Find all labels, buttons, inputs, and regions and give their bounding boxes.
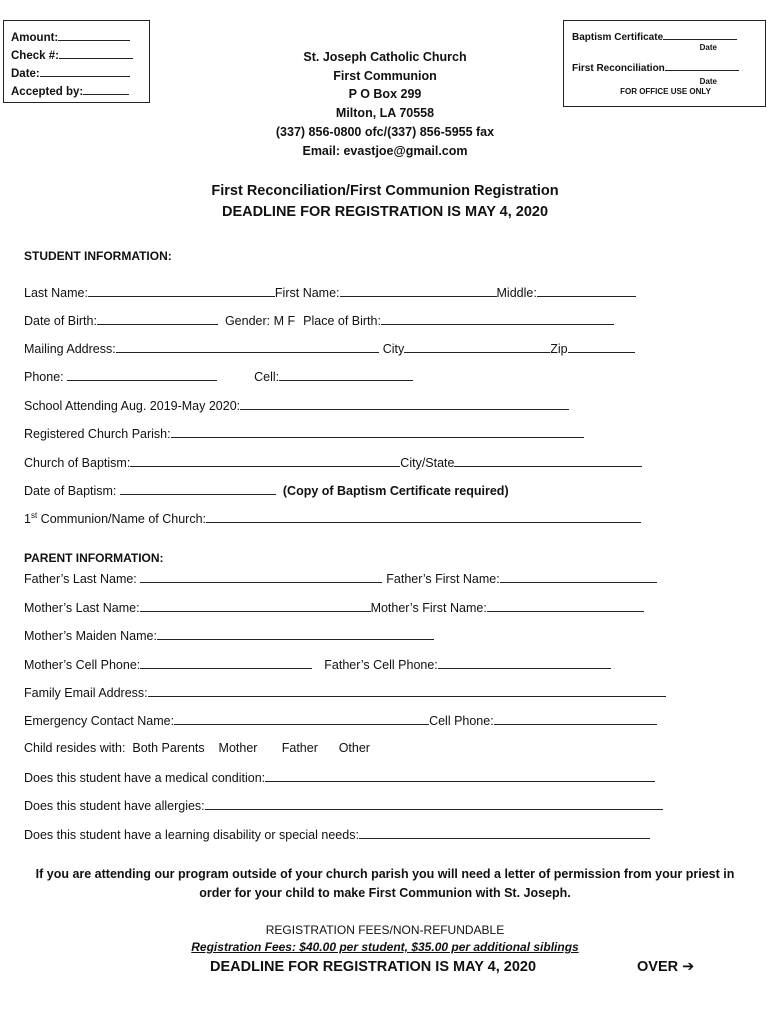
amount-label: Amount: (11, 32, 59, 44)
first-communion-church-field[interactable] (206, 510, 641, 523)
first-communion-row (24, 510, 641, 526)
phone-field[interactable] (67, 368, 217, 381)
date-of-baptism-label: Date of Baptism: (24, 484, 120, 498)
cell-field[interactable] (279, 368, 413, 381)
office-use-only-label: FOR OFFICE USE ONLY (620, 87, 711, 96)
allergies-field[interactable] (205, 797, 663, 810)
place-of-birth-field[interactable] (381, 312, 614, 325)
emergency-cell-label: Cell Phone: (429, 714, 494, 728)
mailing-address-label: Mailing Address: (24, 342, 116, 356)
last-name-label: Last Name: (24, 286, 88, 300)
first-name-label: First Name: (274, 286, 340, 300)
emergency-row (24, 712, 657, 728)
birth-row (24, 312, 614, 328)
family-email-field[interactable] (148, 684, 666, 697)
gender-options[interactable]: Gender: M F (224, 314, 296, 328)
phone-label: Phone: (24, 370, 68, 384)
family-email-label: Family Email Address: (24, 686, 148, 700)
accepted-by-label: Accepted by: (11, 86, 84, 98)
learning-disability-field[interactable] (359, 826, 650, 839)
parent-info-heading: PARENT INFORMATION: (24, 551, 164, 565)
mother-last-name-label: Mother’s Last Name: (24, 601, 140, 615)
program-name: First Communion (333, 68, 437, 83)
emergency-contact-field[interactable] (174, 712, 429, 725)
mailing-address-field[interactable] (116, 340, 379, 353)
parish-label: Registered Church Parish: (24, 427, 171, 441)
baptism-church-row (24, 454, 642, 470)
check-label: Check #: (11, 50, 59, 62)
school-label: School Attending Aug. 2019-May 2020: (24, 399, 241, 413)
father-cell-label: Father’s Cell Phone: (324, 658, 438, 672)
first-communion-label: Communion/Name of Church: (37, 512, 207, 526)
dob-label: Date of Birth: (24, 314, 97, 328)
mother-cell-label: Mother’s Cell Phone: (24, 658, 141, 672)
church-header (0, 48, 770, 160)
father-name-row (24, 570, 657, 586)
form-title-line1: First Reconciliation/First Communion Registration (211, 183, 559, 199)
father-cell-field[interactable] (438, 656, 611, 669)
first-name-field[interactable] (340, 284, 497, 297)
parish-field[interactable] (171, 425, 584, 438)
po-box: P O Box 299 (348, 87, 422, 102)
city-label: City (382, 342, 405, 356)
mother-first-name-label: Mother’s First Name: (370, 601, 487, 615)
deadline-footer: DEADLINE FOR REGISTRATION IS MAY 4, 2020 (210, 959, 537, 975)
first-communion-prefix: 1 (24, 512, 31, 526)
permission-notice: If you are attending our program outside of your church parish you will need a letter of permission from your priest in order for your child to make First Communion with St. Joseph. (35, 867, 735, 900)
medical-condition-label: Does this student have a medical condition: (24, 771, 266, 785)
city-state-label: City/State (400, 456, 455, 470)
school-row (24, 397, 569, 413)
copy-required-note: (Copy of Baptism Certificate required) (282, 484, 509, 498)
family-email-row (24, 684, 666, 700)
amount-field[interactable] (58, 28, 130, 41)
over-indicator (637, 959, 694, 975)
date-of-baptism-field[interactable] (120, 482, 276, 495)
form-title (0, 181, 770, 223)
mother-first-name-field[interactable] (487, 599, 644, 612)
emergency-contact-label: Emergency Contact Name: (24, 714, 175, 728)
emergency-cell-field[interactable] (494, 712, 657, 725)
medical-row (24, 769, 655, 785)
mother-last-name-field[interactable] (140, 599, 371, 612)
baptism-certificate-label: Baptism Certificate (572, 32, 664, 43)
place-of-birth-label: Place of Birth: (303, 314, 381, 328)
medical-condition-field[interactable] (265, 769, 655, 782)
phone-row (24, 368, 413, 384)
date-caption: Date (699, 43, 717, 52)
dob-field[interactable] (97, 312, 218, 325)
father-first-name-label: Father’s First Name: (386, 572, 500, 586)
father-first-name-field[interactable] (500, 570, 657, 583)
cell-label: Cell: (254, 370, 280, 384)
maiden-name-row (24, 627, 434, 643)
first-communion-superscript: st (30, 510, 38, 520)
mother-maiden-name-field[interactable] (157, 627, 434, 640)
church-of-baptism-field[interactable] (130, 454, 400, 467)
father-last-name-label: Father’s Last Name: (24, 572, 141, 586)
parent-cell-row (24, 656, 611, 672)
zip-label: Zip (550, 342, 568, 356)
father-last-name-field[interactable] (140, 570, 382, 583)
first-reconciliation-label: First Reconciliation (572, 63, 665, 74)
church-name: St. Joseph Catholic Church (303, 50, 467, 64)
learning-row (24, 826, 650, 842)
fees-heading: REGISTRATION FEES/NON-REFUNDABLE (265, 923, 505, 937)
mother-cell-field[interactable] (140, 656, 312, 669)
last-name-field[interactable] (88, 284, 275, 297)
middle-label: Middle: (496, 286, 537, 300)
allergies-label: Does this student have allergies: (24, 799, 205, 813)
address-row (24, 340, 635, 356)
phone-fax: (337) 856-0800 ofc/(337) 856-5955 fax (275, 124, 495, 139)
over-label: OVER (637, 959, 679, 975)
form-title-deadline: DEADLINE FOR REGISTRATION IS MAY 4, 2020 (221, 204, 549, 220)
city-state-zip: Milton, LA 70558 (335, 106, 435, 121)
baptism-certificate-date-field[interactable] (663, 29, 737, 40)
middle-name-field[interactable] (537, 284, 636, 297)
allergies-row (24, 797, 663, 813)
baptism-date-row (24, 482, 509, 498)
student-info-heading: STUDENT INFORMATION: (24, 249, 172, 263)
date-label: Date: (11, 68, 40, 80)
parish-row (24, 425, 584, 441)
church-of-baptism-label: Church of Baptism: (24, 456, 131, 470)
email-address: Email: evastjoe@gmail.com (302, 143, 468, 158)
arrow-right-icon: ➔ (682, 959, 695, 975)
date-caption: Date (699, 77, 717, 86)
name-row (24, 284, 636, 300)
fees-detail: Registration Fees: $40.00 per student, $35.00 per additional siblings (191, 940, 579, 954)
zip-field[interactable] (568, 340, 635, 353)
mother-name-row (24, 599, 644, 615)
resides-with-options[interactable]: Child resides with: Both Parents Mother Father Other (24, 741, 370, 755)
school-field[interactable] (240, 397, 569, 410)
city-state-field[interactable] (454, 454, 642, 467)
mother-maiden-name-label: Mother’s Maiden Name: (24, 629, 157, 643)
learning-disability-label: Does this student have a learning disability or special needs: (24, 828, 359, 842)
city-field[interactable] (404, 340, 550, 353)
